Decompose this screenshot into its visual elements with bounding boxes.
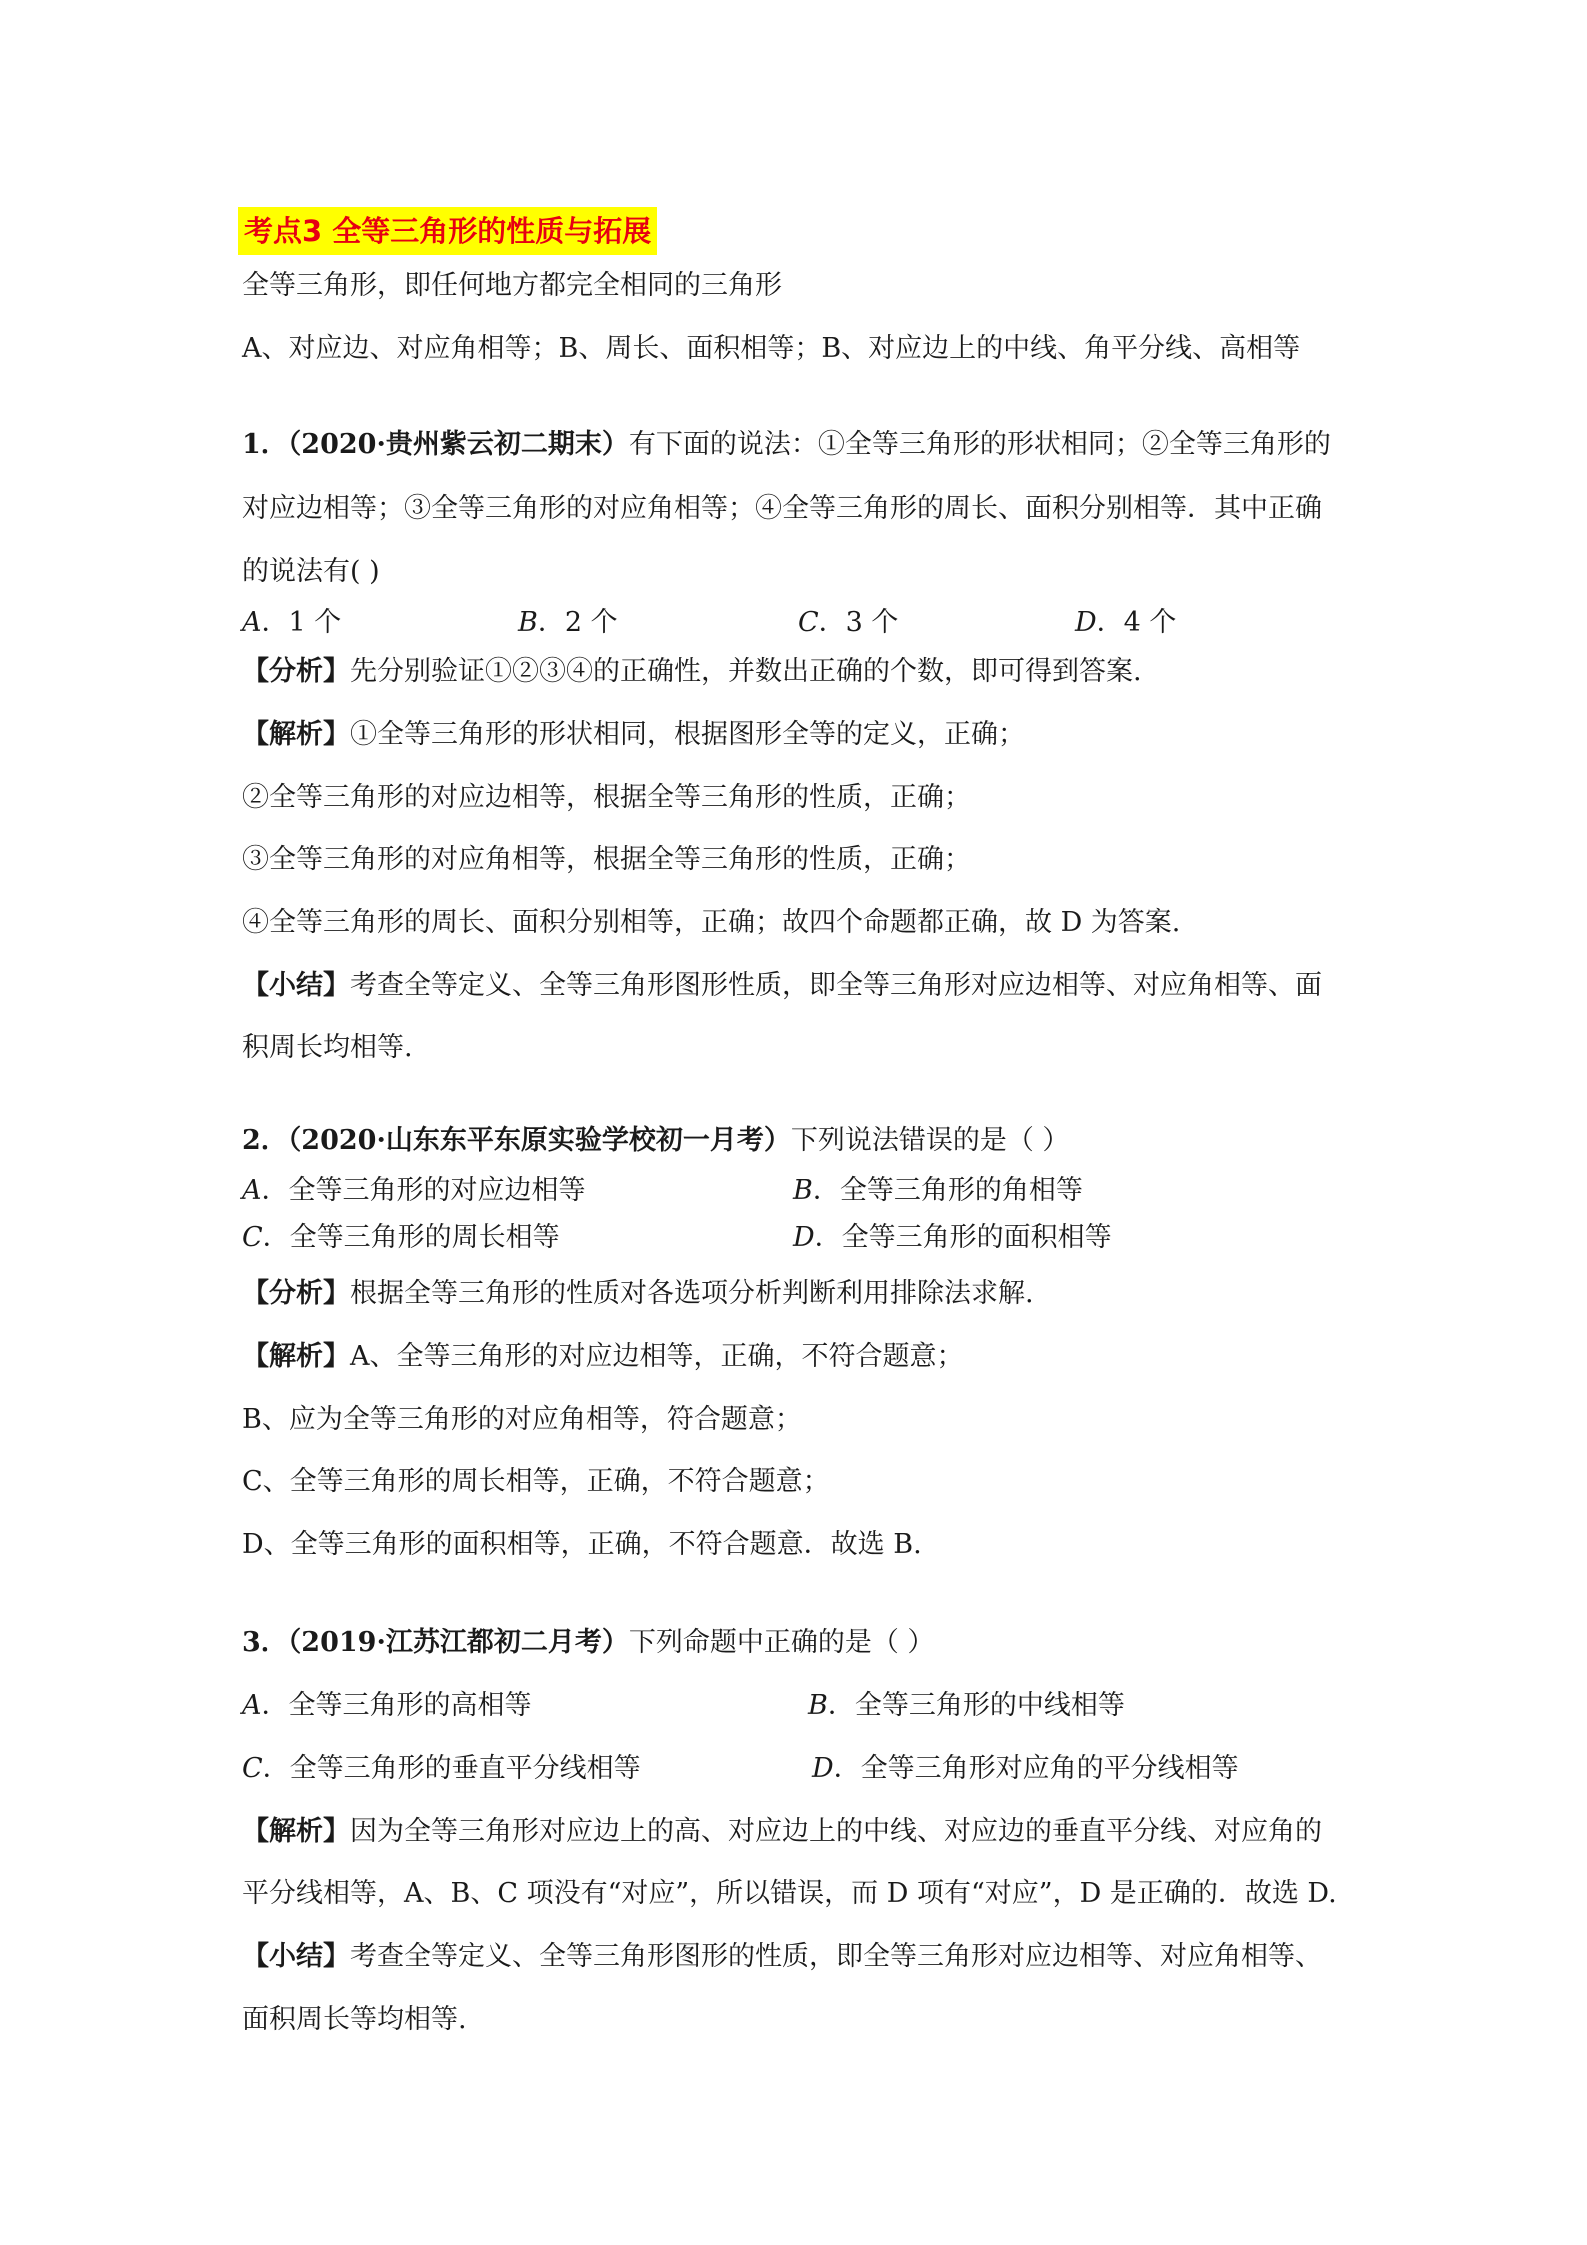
q1-summary-line-1: 【小结】考查全等定义、全等三角形图形性质，即全等三角形对应边相等、对应角相等、面 bbox=[242, 970, 1322, 1001]
q1-analysis-label: 【分析】 bbox=[242, 656, 350, 687]
q3-option-d: D．全等三角形对应角的平分线相等 bbox=[812, 1753, 1239, 1784]
q1-option-d: D．4 个 bbox=[1075, 607, 1177, 638]
q1-solution-line-3: ③全等三角形的对应角相等，根据全等三角形的性质，正确； bbox=[242, 844, 971, 875]
q1-analysis: 【分析】先分别验证①②③④的正确性，并数出正确的个数，即可得到答案. bbox=[242, 656, 1142, 687]
q1-stem-line-2: 对应边相等；③全等三角形的对应角相等；④全等三角形的周长、面积分别相等．其中正确 bbox=[242, 493, 1322, 524]
q3-source: （2019·江苏江都初二月考） bbox=[287, 1627, 629, 1658]
q1-option-b: B．2 个 bbox=[518, 607, 618, 638]
q3-summary-line-1: 【小结】考查全等定义、全等三角形图形的性质，即全等三角形对应边相等、对应角相等、 bbox=[242, 1941, 1322, 1972]
q1-solution-label: 【解析】 bbox=[242, 719, 350, 750]
q3-summary-label: 【小结】 bbox=[242, 1941, 350, 1972]
q2-stem: 2．（2020·山东东平东原实验学校初一月考）下列说法错误的是（ ） bbox=[242, 1125, 1070, 1156]
q1-solution-line-1: 【解析】①全等三角形的形状相同，根据图形全等的定义，正确； bbox=[242, 719, 1025, 750]
q2-solution-line-3: C、全等三角形的周长相等，正确，不符合题意； bbox=[242, 1466, 830, 1497]
q3-number: 3． bbox=[242, 1627, 288, 1658]
q2-solution-line-1: 【解析】A、全等三角形的对应边相等，正确，不符合题意； bbox=[242, 1341, 964, 1372]
q1-number: 1． bbox=[242, 429, 288, 460]
q1-summary-label: 【小结】 bbox=[242, 970, 350, 1001]
q2-option-b: B．全等三角形的角相等 bbox=[793, 1175, 1083, 1206]
q3-option-a: A．全等三角形的高相等 bbox=[242, 1690, 532, 1721]
q3-solution-label: 【解析】 bbox=[242, 1816, 350, 1847]
q3-option-c: C．全等三角形的垂直平分线相等 bbox=[242, 1753, 641, 1784]
q3-solution-line-2: 平分线相等，A、B、C 项没有“对应”，所以错误，而 D 项有“对应”，D 是正确的．故选 D. bbox=[242, 1878, 1337, 1909]
q1-stem-text: 有下面的说法：①全等三角形的形状相同；②全等三角形的 bbox=[628, 429, 1331, 460]
q1-stem-line-3: 的说法有( ) bbox=[242, 556, 380, 587]
q1-option-a: A．1 个 bbox=[242, 607, 342, 638]
q1-stem-line-1 bbox=[242, 425, 1331, 465]
q2-solution-line-2: B、应为全等三角形的对应角相等，符合题意； bbox=[242, 1404, 802, 1435]
q2-analysis: 【分析】根据全等三角形的性质对各选项分析判断利用排除法求解. bbox=[242, 1278, 1034, 1309]
q2-option-a: A．全等三角形的对应边相等 bbox=[242, 1175, 586, 1206]
q3-solution-line-1: 【解析】因为全等三角形对应边上的高、对应边上的中线、对应边的垂直平分线、对应角的 bbox=[242, 1816, 1322, 1847]
q1-summary-line-2: 积周长均相等. bbox=[242, 1032, 413, 1063]
q3-summary-line-2: 面积周长等均相等. bbox=[242, 2004, 467, 2035]
q1-source: （2020·贵州紫云初二期末） bbox=[287, 429, 629, 460]
q2-solution-line-4: D、全等三角形的面积相等，正确，不符合题意．故选 B. bbox=[242, 1529, 922, 1560]
q3-stem: 3．（2019·江苏江都初二月考）下列命题中正确的是（ ） bbox=[242, 1627, 935, 1658]
q2-source: （2020·山东东平东原实验学校初一月考） bbox=[287, 1125, 791, 1156]
q2-analysis-label: 【分析】 bbox=[242, 1278, 350, 1309]
section-heading: 考点3 全等三角形的性质与拓展 bbox=[238, 207, 657, 255]
section-properties: A、对应边、对应角相等；B、周长、面积相等；B、对应边上的中线、角平分线、高相等 bbox=[242, 333, 1301, 364]
section-intro: 全等三角形，即任何地方都完全相同的三角形 bbox=[242, 270, 782, 301]
q1-solution-line-2: ②全等三角形的对应边相等，根据全等三角形的性质，正确； bbox=[242, 782, 971, 813]
q3-option-b: B．全等三角形的中线相等 bbox=[808, 1690, 1125, 1721]
q2-option-d: D．全等三角形的面积相等 bbox=[793, 1222, 1112, 1253]
q1-option-c: C．3 个 bbox=[798, 607, 899, 638]
q2-solution-label: 【解析】 bbox=[242, 1341, 350, 1372]
q1-solution-line-4: ④全等三角形的周长、面积分别相等，正确；故四个命题都正确，故 D 为答案. bbox=[242, 907, 1181, 938]
q2-number: 2． bbox=[242, 1125, 288, 1156]
q2-option-c: C．全等三角形的周长相等 bbox=[242, 1222, 560, 1253]
